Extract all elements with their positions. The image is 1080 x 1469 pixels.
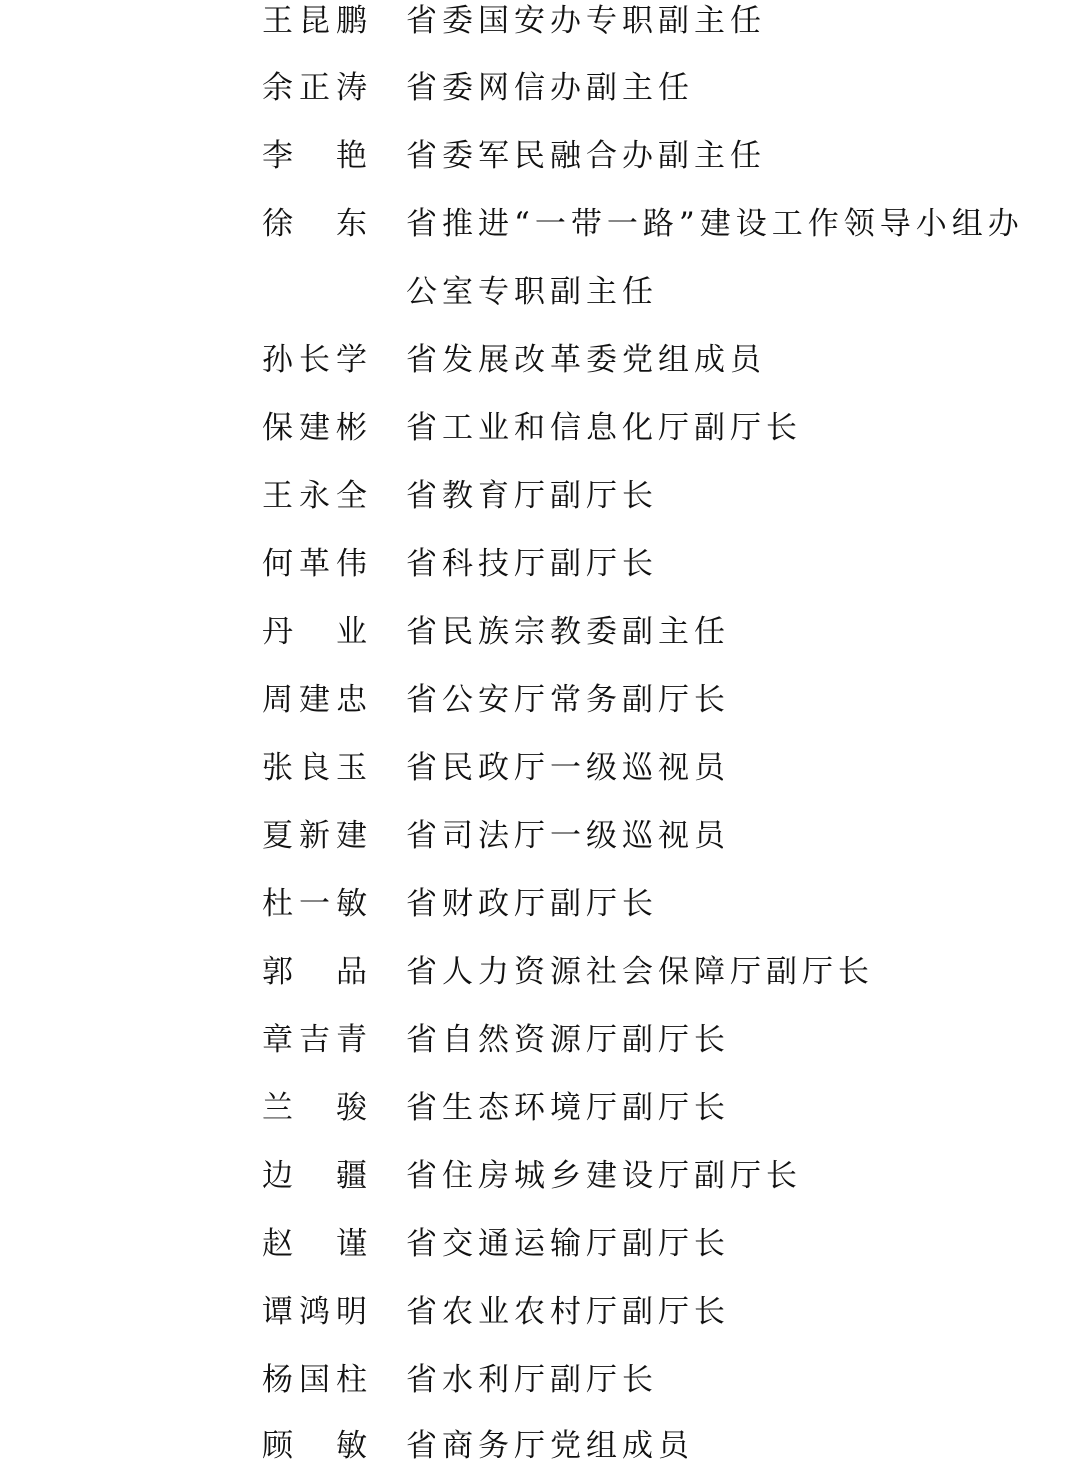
position-title: 省发展改革委党组成员 (406, 342, 766, 378)
person-name: 边 疆 (262, 1158, 373, 1194)
person-name: 谭鸿明 (262, 1294, 373, 1330)
position-title: 省工业和信息化厅副厅长 (406, 410, 802, 446)
person-name: 杜一敏 (262, 886, 373, 922)
position-title: 省委军民融合办副主任 (406, 138, 766, 174)
position-title: 省商务厅党组成员 (406, 1428, 694, 1464)
person-name: 夏新建 (262, 818, 373, 854)
person-name: 保建彬 (262, 410, 373, 446)
position-title: 省人力资源社会保障厅副厅长 (406, 954, 874, 990)
position-title: 省生态环境厅副厅长 (406, 1090, 730, 1126)
position-title: 省交通运输厅副厅长 (406, 1226, 730, 1262)
person-name: 杨国柱 (262, 1362, 373, 1398)
person-name: 兰 骏 (262, 1090, 373, 1126)
position-title: 省财政厅副厅长 (406, 886, 658, 922)
person-name: 张良玉 (262, 750, 373, 786)
position-title: 省委网信办副主任 (406, 70, 694, 106)
person-name: 郭 品 (262, 954, 373, 990)
person-name: 徐 东 (262, 206, 373, 242)
person-name: 孙长学 (262, 342, 373, 378)
position-title-continued: 公室专职副主任 (406, 274, 658, 310)
position-title: 省司法厅一级巡视员 (406, 818, 730, 854)
position-title: 省民政厅一级巡视员 (406, 750, 730, 786)
position-title: 省农业农村厅副厅长 (406, 1294, 730, 1330)
position-title: 省水利厅副厅长 (406, 1362, 658, 1398)
person-name: 章吉青 (262, 1022, 373, 1058)
person-name: 周建忠 (262, 682, 373, 718)
person-name: 赵 谨 (262, 1226, 373, 1262)
person-name: 余正涛 (262, 70, 373, 106)
person-name: 何革伟 (262, 546, 373, 582)
position-title: 省科技厅副厅长 (406, 546, 658, 582)
person-name: 丹 业 (262, 614, 373, 650)
position-title: 省民族宗教委副主任 (406, 614, 730, 650)
position-title: 省自然资源厅副厅长 (406, 1022, 730, 1058)
position-title: 省教育厅副厅长 (406, 478, 658, 514)
person-name: 王永全 (262, 478, 373, 514)
person-name: 王昆鹏 (262, 3, 373, 39)
position-title: 省委国安办专职副主任 (406, 3, 766, 39)
position-title: 省公安厅常务副厅长 (406, 682, 730, 718)
person-name: 李 艳 (262, 138, 373, 174)
position-title: 省推进“一带一路”建设工作领导小组办 (406, 206, 1024, 242)
person-name: 顾 敏 (262, 1428, 373, 1464)
position-title: 省住房城乡建设厅副厅长 (406, 1158, 802, 1194)
